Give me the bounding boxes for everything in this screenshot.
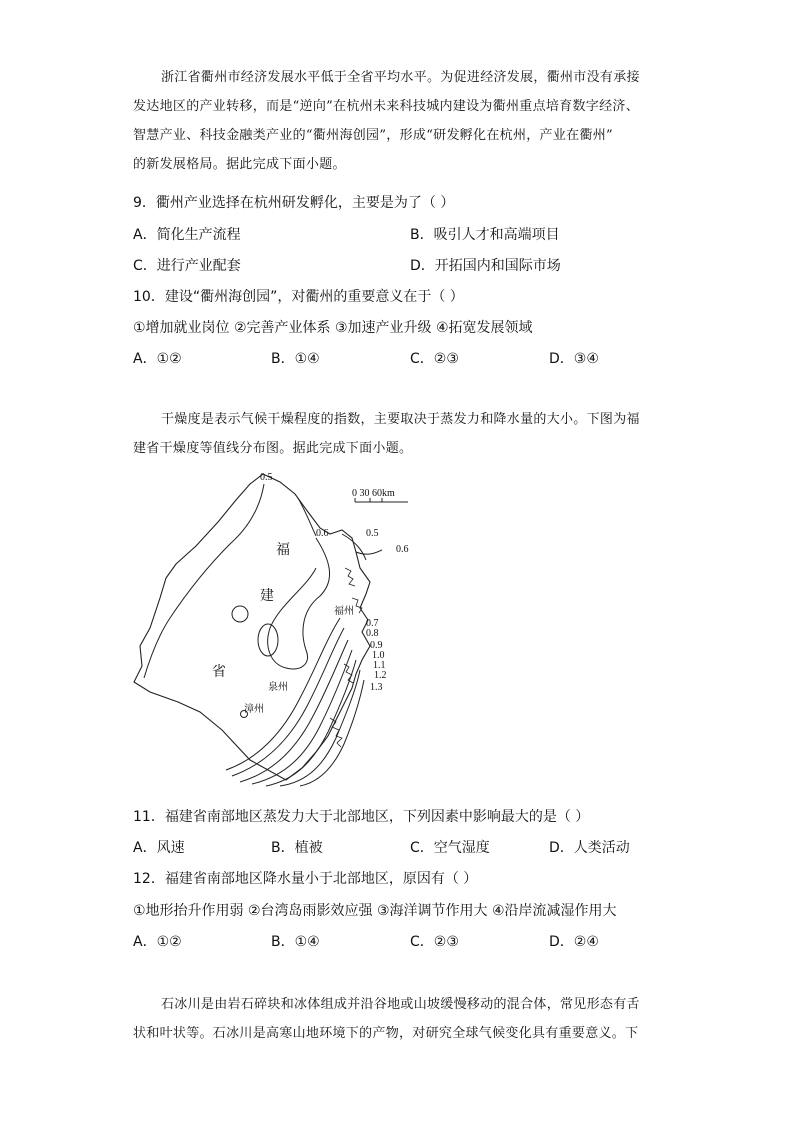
coastline-detail [330, 568, 362, 747]
question-9-option-a[interactable]: A．简化生产流程 [133, 227, 241, 243]
question-10-option-c[interactable]: C．②③ [410, 351, 459, 367]
passage-line: 石冰川是由岩石碎块和冰体组成并沿谷地或山坡缓慢移动的混合体，常见形态有舌 [161, 997, 640, 1012]
isoline-07 [226, 618, 340, 770]
question-11-option-d[interactable]: D．人类活动 [549, 840, 630, 856]
question-12-option-d[interactable]: D．②④ [549, 934, 599, 950]
province-char-3: 省 [212, 665, 226, 680]
question-12-option-c[interactable]: C．②③ [410, 934, 459, 950]
iso-label: 0.6 [396, 544, 409, 555]
question-12-stem: 12．福建省南部地区降水量小于北部地区，原因有（ ） [133, 871, 478, 887]
scale-label: 0 30 60km [352, 488, 395, 499]
question-9-option-d[interactable]: D．开拓国内和国际市场 [410, 258, 561, 274]
passage-line: 的新发展格局。据此完成下面小题。 [133, 157, 346, 172]
question-9-stem: 9．衢州产业选择在杭州研发孵化，主要是为了（ ） [133, 195, 455, 211]
passage-1 [133, 63, 663, 179]
province-char-1: 福 [276, 543, 290, 558]
iso-label: 1.2 [374, 670, 387, 681]
isoline-east-06 [356, 550, 382, 554]
passage-line: 发达地区的产业转移，而是“逆向”在杭州未来科技城内建设为衢州重点培育数字经济、 [133, 99, 639, 114]
passage-3 [133, 990, 663, 1048]
iso-label: 0.9 [370, 640, 383, 651]
passage-line: 建省干燥度等值线分布图。据此完成下面小题。 [133, 441, 413, 456]
isoline-small-circle [232, 606, 248, 622]
city-fuzhou: 福州 [334, 606, 354, 617]
iso-label: 1.1 [373, 660, 386, 671]
iso-label: 0.6 [316, 528, 329, 539]
question-11-option-a[interactable]: A．风速 [133, 840, 185, 856]
question-9-option-b[interactable]: B．吸引人才和高端项目 [410, 227, 560, 243]
iso-label: 0.5 [260, 472, 273, 483]
iso-label: 0.5 [366, 528, 379, 539]
iso-label: 1.3 [370, 682, 383, 693]
question-10-stem: 10．建设“衢州海创园”，对衢州的重要意义在于（ ） [133, 289, 464, 305]
isoline-05-west [144, 484, 264, 678]
question-12-option-b[interactable]: B．①④ [271, 934, 320, 950]
province-char-2: 建 [260, 589, 274, 604]
question-11-option-c[interactable]: C．空气湿度 [410, 840, 490, 856]
iso-label: 0.8 [366, 628, 379, 639]
question-11-option-b[interactable]: B．植被 [271, 840, 323, 856]
question-10-option-a[interactable]: A．①② [133, 351, 182, 367]
iso-label: 1.0 [372, 650, 385, 661]
isoline-06-north [298, 498, 316, 536]
passage-line: 干燥度是表示气候干燥程度的指数，主要取决于蒸发力和降水量的大小。下图为福 [161, 412, 640, 427]
passage-line: 状和叶状等。石冰川是高寒山地环境下的产物，对研究全球气候变化具有重要意义。下 [133, 1026, 639, 1041]
passage-2 [133, 405, 663, 463]
city-zhangzhou: 漳州 [244, 704, 264, 715]
passage-line: 智慧产业、科技金融类产业的“衢州海创园”，形成“研发孵化在杭州，产业在衢州” [133, 128, 613, 143]
scale-bar [352, 488, 408, 502]
isoline-13 [300, 680, 364, 786]
city-quanzhou: 泉州 [268, 682, 288, 693]
question-10-option-d[interactable]: D．③④ [549, 351, 599, 367]
question-10-option-b[interactable]: B．①④ [271, 351, 320, 367]
iso-label: 0.7 [366, 618, 379, 629]
isoline-12 [280, 670, 360, 786]
passage-line: 浙江省衢州市经济发展水平低于全省平均水平。为促进经济发展，衢州市没有承接 [161, 70, 640, 85]
fujian-aridity-isoline-map [130, 468, 410, 788]
question-12-option-a[interactable]: A．①② [133, 934, 182, 950]
question-9-option-c[interactable]: C．进行产业配套 [133, 258, 241, 274]
question-11-stem: 11．福建省南部地区蒸发力大于北部地区，下列因素中影响最大的是（ ） [133, 809, 590, 825]
question-10-items: ①增加就业岗位 ②完善产业体系 ③加速产业升级 ④拓宽发展领域 [133, 320, 533, 336]
question-12-items: ①地形抬升作用弱 ②台湾岛雨影效应强 ③海洋调节作用大 ④沿岸流减湿作用大 [133, 903, 617, 919]
